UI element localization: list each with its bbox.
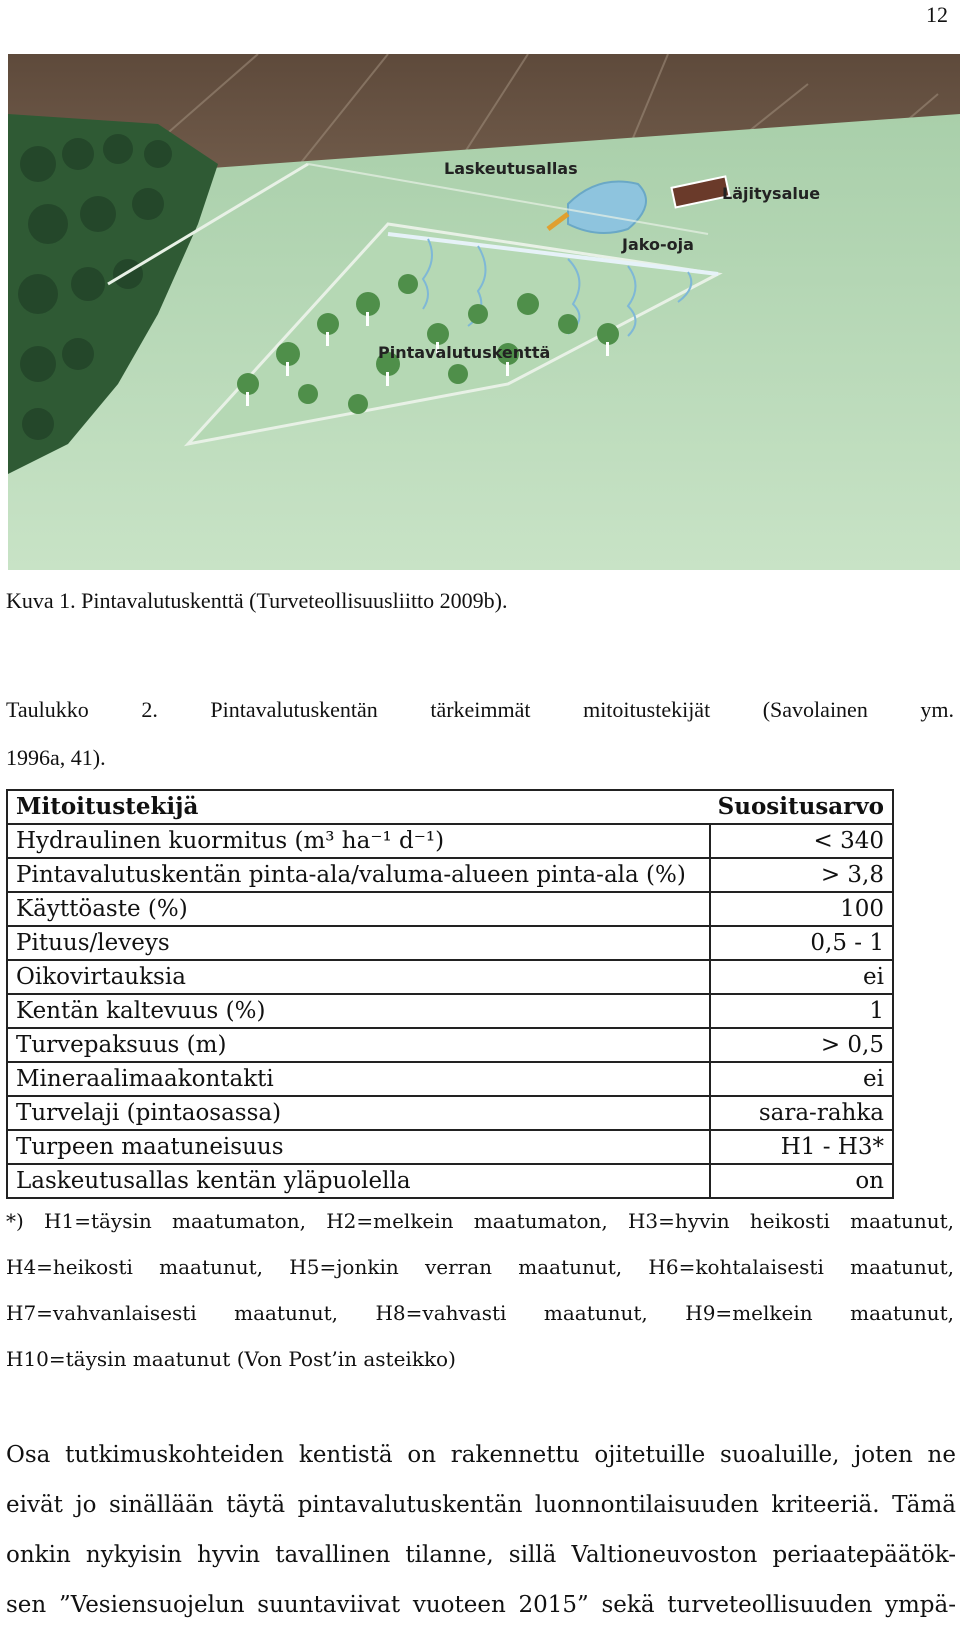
table-row bbox=[7, 1028, 893, 1062]
table-row bbox=[7, 892, 893, 926]
table-row bbox=[7, 824, 893, 858]
page-number: 12 bbox=[926, 2, 948, 27]
paragraph-line: onkin nykyisin hyvin tavallinen tilanne, sillä Valtioneuvoston periaatepäätök- bbox=[6, 1542, 956, 1568]
table-row bbox=[7, 1130, 893, 1164]
value-cell: 0,5 - 1 bbox=[710, 926, 893, 960]
table-row bbox=[7, 1096, 893, 1130]
footnote-line: *) H1=täysin maatumaton, H2=melkein maatumaton, H3=hyvin heikosti maatunut, bbox=[6, 1209, 954, 1233]
table-row bbox=[7, 858, 893, 892]
value-cell: on bbox=[710, 1164, 893, 1198]
factor-cell: Turvepaksuus (m) bbox=[7, 1028, 710, 1062]
table-row bbox=[7, 926, 893, 960]
table-title bbox=[6, 686, 954, 782]
overland-flow-field-label: Pintavalutuskenttä bbox=[378, 343, 551, 362]
table-row bbox=[7, 1062, 893, 1096]
illustration-svg bbox=[8, 54, 960, 570]
table-row bbox=[7, 960, 893, 994]
table-header-row bbox=[7, 790, 893, 824]
factor-cell: Käyttöaste (%) bbox=[7, 892, 710, 926]
table-row bbox=[7, 994, 893, 1028]
header-value: Suositusarvo bbox=[710, 790, 893, 824]
overland-flow-field-illustration bbox=[8, 54, 960, 570]
table-title-word: (Savolainen bbox=[762, 697, 868, 722]
table-title-line-1 bbox=[6, 686, 954, 734]
factor-cell: Hydraulinen kuormitus (m³ ha⁻¹ d⁻¹) bbox=[7, 824, 710, 858]
settling-basin-label: Laskeutusallas bbox=[444, 159, 578, 178]
value-cell: H1 - H3* bbox=[710, 1130, 893, 1164]
value-cell: 1 bbox=[710, 994, 893, 1028]
spoil-area-label: Läjitysalue bbox=[722, 184, 821, 203]
factor-cell: Mineraalimaakontakti bbox=[7, 1062, 710, 1096]
footnote-line: H7=vahvanlaisesti maatunut, H8=vahvasti maatunut, H9=melkein maatunut, bbox=[6, 1301, 954, 1325]
factor-cell: Pituus/leveys bbox=[7, 926, 710, 960]
factor-cell: Laskeutusallas kentän yläpuolella bbox=[7, 1164, 710, 1198]
paragraph-line: Osa tutkimuskohteiden kentistä on rakennettu ojitetuille suoaluille, joten ne bbox=[6, 1442, 956, 1468]
factor-cell: Pintavalutuskentän pinta-ala/valuma-alueen pinta-ala (%) bbox=[7, 858, 710, 892]
table-title-word: Pintavalutuskentän bbox=[210, 697, 378, 722]
value-cell: > 0,5 bbox=[710, 1028, 893, 1062]
table-title-word: 2. bbox=[141, 697, 158, 722]
distribution-ditch-label: Jako-oja bbox=[622, 235, 694, 254]
figure-caption: Kuva 1. Pintavalutuskenttä (Turveteollisuusliitto 2009b). bbox=[6, 588, 508, 613]
value-cell: 100 bbox=[710, 892, 893, 926]
table-title-line-2: 1996a, 41). bbox=[6, 745, 106, 770]
value-cell: ei bbox=[710, 1062, 893, 1096]
paragraph-line: sen ”Vesiensuojelun suuntaviivat vuoteen 2015” sekä turveteollisuuden ympä- bbox=[6, 1592, 956, 1618]
table-footnote bbox=[6, 1198, 954, 1382]
table-title-word: Taulukko bbox=[6, 697, 89, 722]
table-title-word: mitoitustekijät bbox=[583, 697, 711, 722]
table-row bbox=[7, 1164, 893, 1198]
table-title-word: ym. bbox=[920, 697, 954, 722]
value-cell: ei bbox=[710, 960, 893, 994]
body-paragraph bbox=[6, 1430, 956, 1630]
factor-cell: Oikovirtauksia bbox=[7, 960, 710, 994]
header-factor: Mitoitustekijä bbox=[7, 790, 710, 824]
table-title-word: tärkeimmät bbox=[430, 697, 531, 722]
footnote-line: H4=heikosti maatunut, H5=jonkin verran maatunut, H6=kohtalaisesti maatunut, bbox=[6, 1255, 954, 1279]
value-cell: < 340 bbox=[710, 824, 893, 858]
factor-cell: Kentän kaltevuus (%) bbox=[7, 994, 710, 1028]
paragraph-line: eivät jo sinällään täytä pintavalutuskentän luonnontilaisuuden kriteeriä. Tämä bbox=[6, 1492, 956, 1518]
value-cell: sara-rahka bbox=[710, 1096, 893, 1130]
factor-cell: Turvelaji (pintaosassa) bbox=[7, 1096, 710, 1130]
factor-cell: Turpeen maatuneisuus bbox=[7, 1130, 710, 1164]
dimensioning-factors-table bbox=[6, 789, 894, 1199]
value-cell: > 3,8 bbox=[710, 858, 893, 892]
footnote-line: H10=täysin maatunut (Von Post’in asteikko) bbox=[6, 1347, 456, 1371]
